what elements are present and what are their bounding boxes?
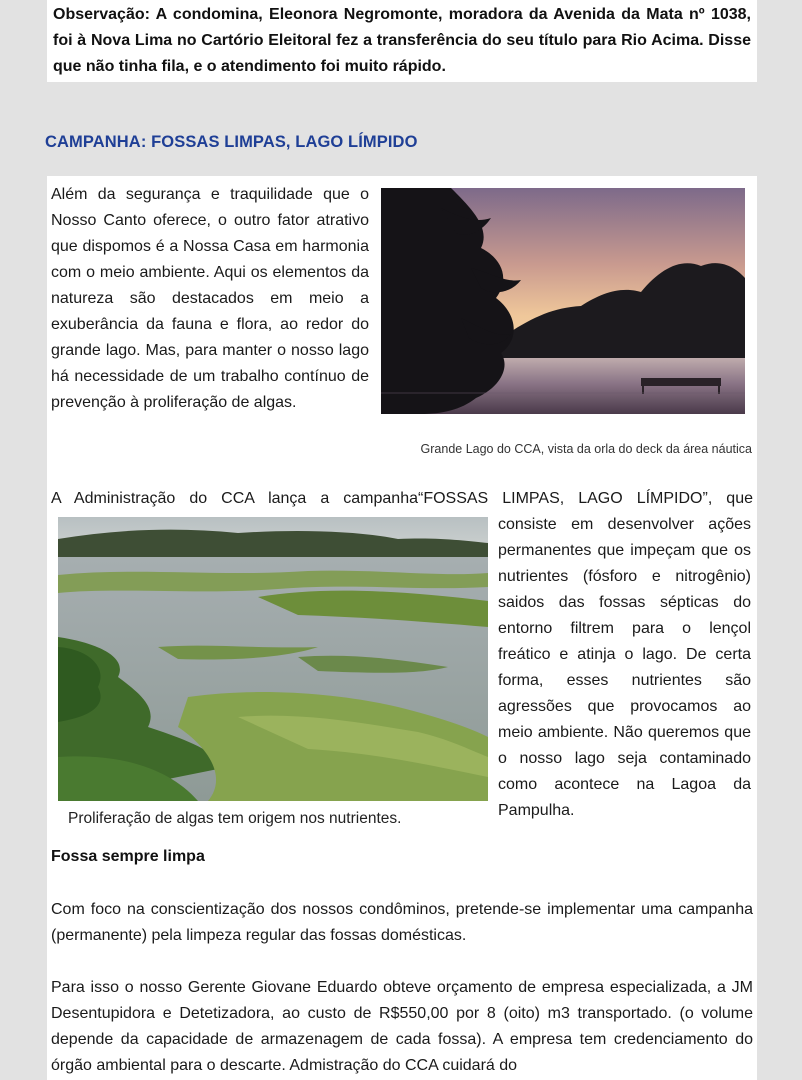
article-body xyxy=(47,176,757,1080)
algae-lake-photo xyxy=(58,517,488,801)
observation-box xyxy=(47,0,757,82)
lake-sunset-photo xyxy=(381,188,745,414)
subheading: Fossa sempre limpa xyxy=(51,848,205,865)
section-title: CAMPANHA: FOSSAS LIMPAS, LAGO LÍMPIDO xyxy=(45,133,418,151)
intro-paragraph: Além da segurança e traquilidade que o Nosso Canto oferece, o outro fator atrativo que dispomos é a Nossa Casa em harmonia com o meio ambiente. Aqui os elementos da natureza são destacados em meio a exuberância da fauna e flora, ao redor do grande lago. Mas, para manter o nosso lago há necessidade de um trabalho contínuo de prevenção à proliferação de algas. xyxy=(51,186,369,411)
campaign-paragraph-first-line: A Administração do CCA lança a campanha“FOSSAS LIMPAS, LAGO LÍMPIDO”, que xyxy=(51,490,753,507)
algae-photo-caption: Proliferação de algas tem origem nos nutrientes. xyxy=(68,810,402,827)
campaign-paragraph-rest: consiste em desenvolver ações permanentes que impeçam que os nutrientes (fósforo e nitrogênio) saidos das fossas sépticas do entorno filtrem para o lençol freático e atinja o lago. De certa forma, esses nutrientes são agressões que provocamos ao meio ambiente. Não queremos que o nosso lago seja contaminado como acontece na Lagoa da Pampulha. xyxy=(498,516,751,819)
awareness-paragraph: Com foco na conscientização dos nossos condôminos, pretende-se implementar uma campanha (permanente) pela limpeza regular das fossas domésticas. xyxy=(51,901,753,944)
budget-paragraph: Para isso o nosso Gerente Giovane Eduardo obteve orçamento de empresa especializada, a JM Desentupidora e Detetizadora, ao custo de R$550,00 por 8 (oito) m3 transportado. (o volume depende da capacidade de armazenagem de cada fossa). A empresa tem credenciamento do órgão ambiental para o descarte. Admistração do CCA cuidará do xyxy=(51,979,753,1074)
observation-text: Observação: A condomina, Eleonora Negromonte, moradora da Avenida da Mata nº 1038, foi à Nova Lima no Cartório Eleitoral fez a transferência do seu título para Rio Acima. Disse que não tinha fila, e o atendimento foi muito rápido. xyxy=(53,6,751,75)
lake-photo-caption: Grande Lago do CCA, vista da orla do deck da área náutica xyxy=(420,442,752,456)
